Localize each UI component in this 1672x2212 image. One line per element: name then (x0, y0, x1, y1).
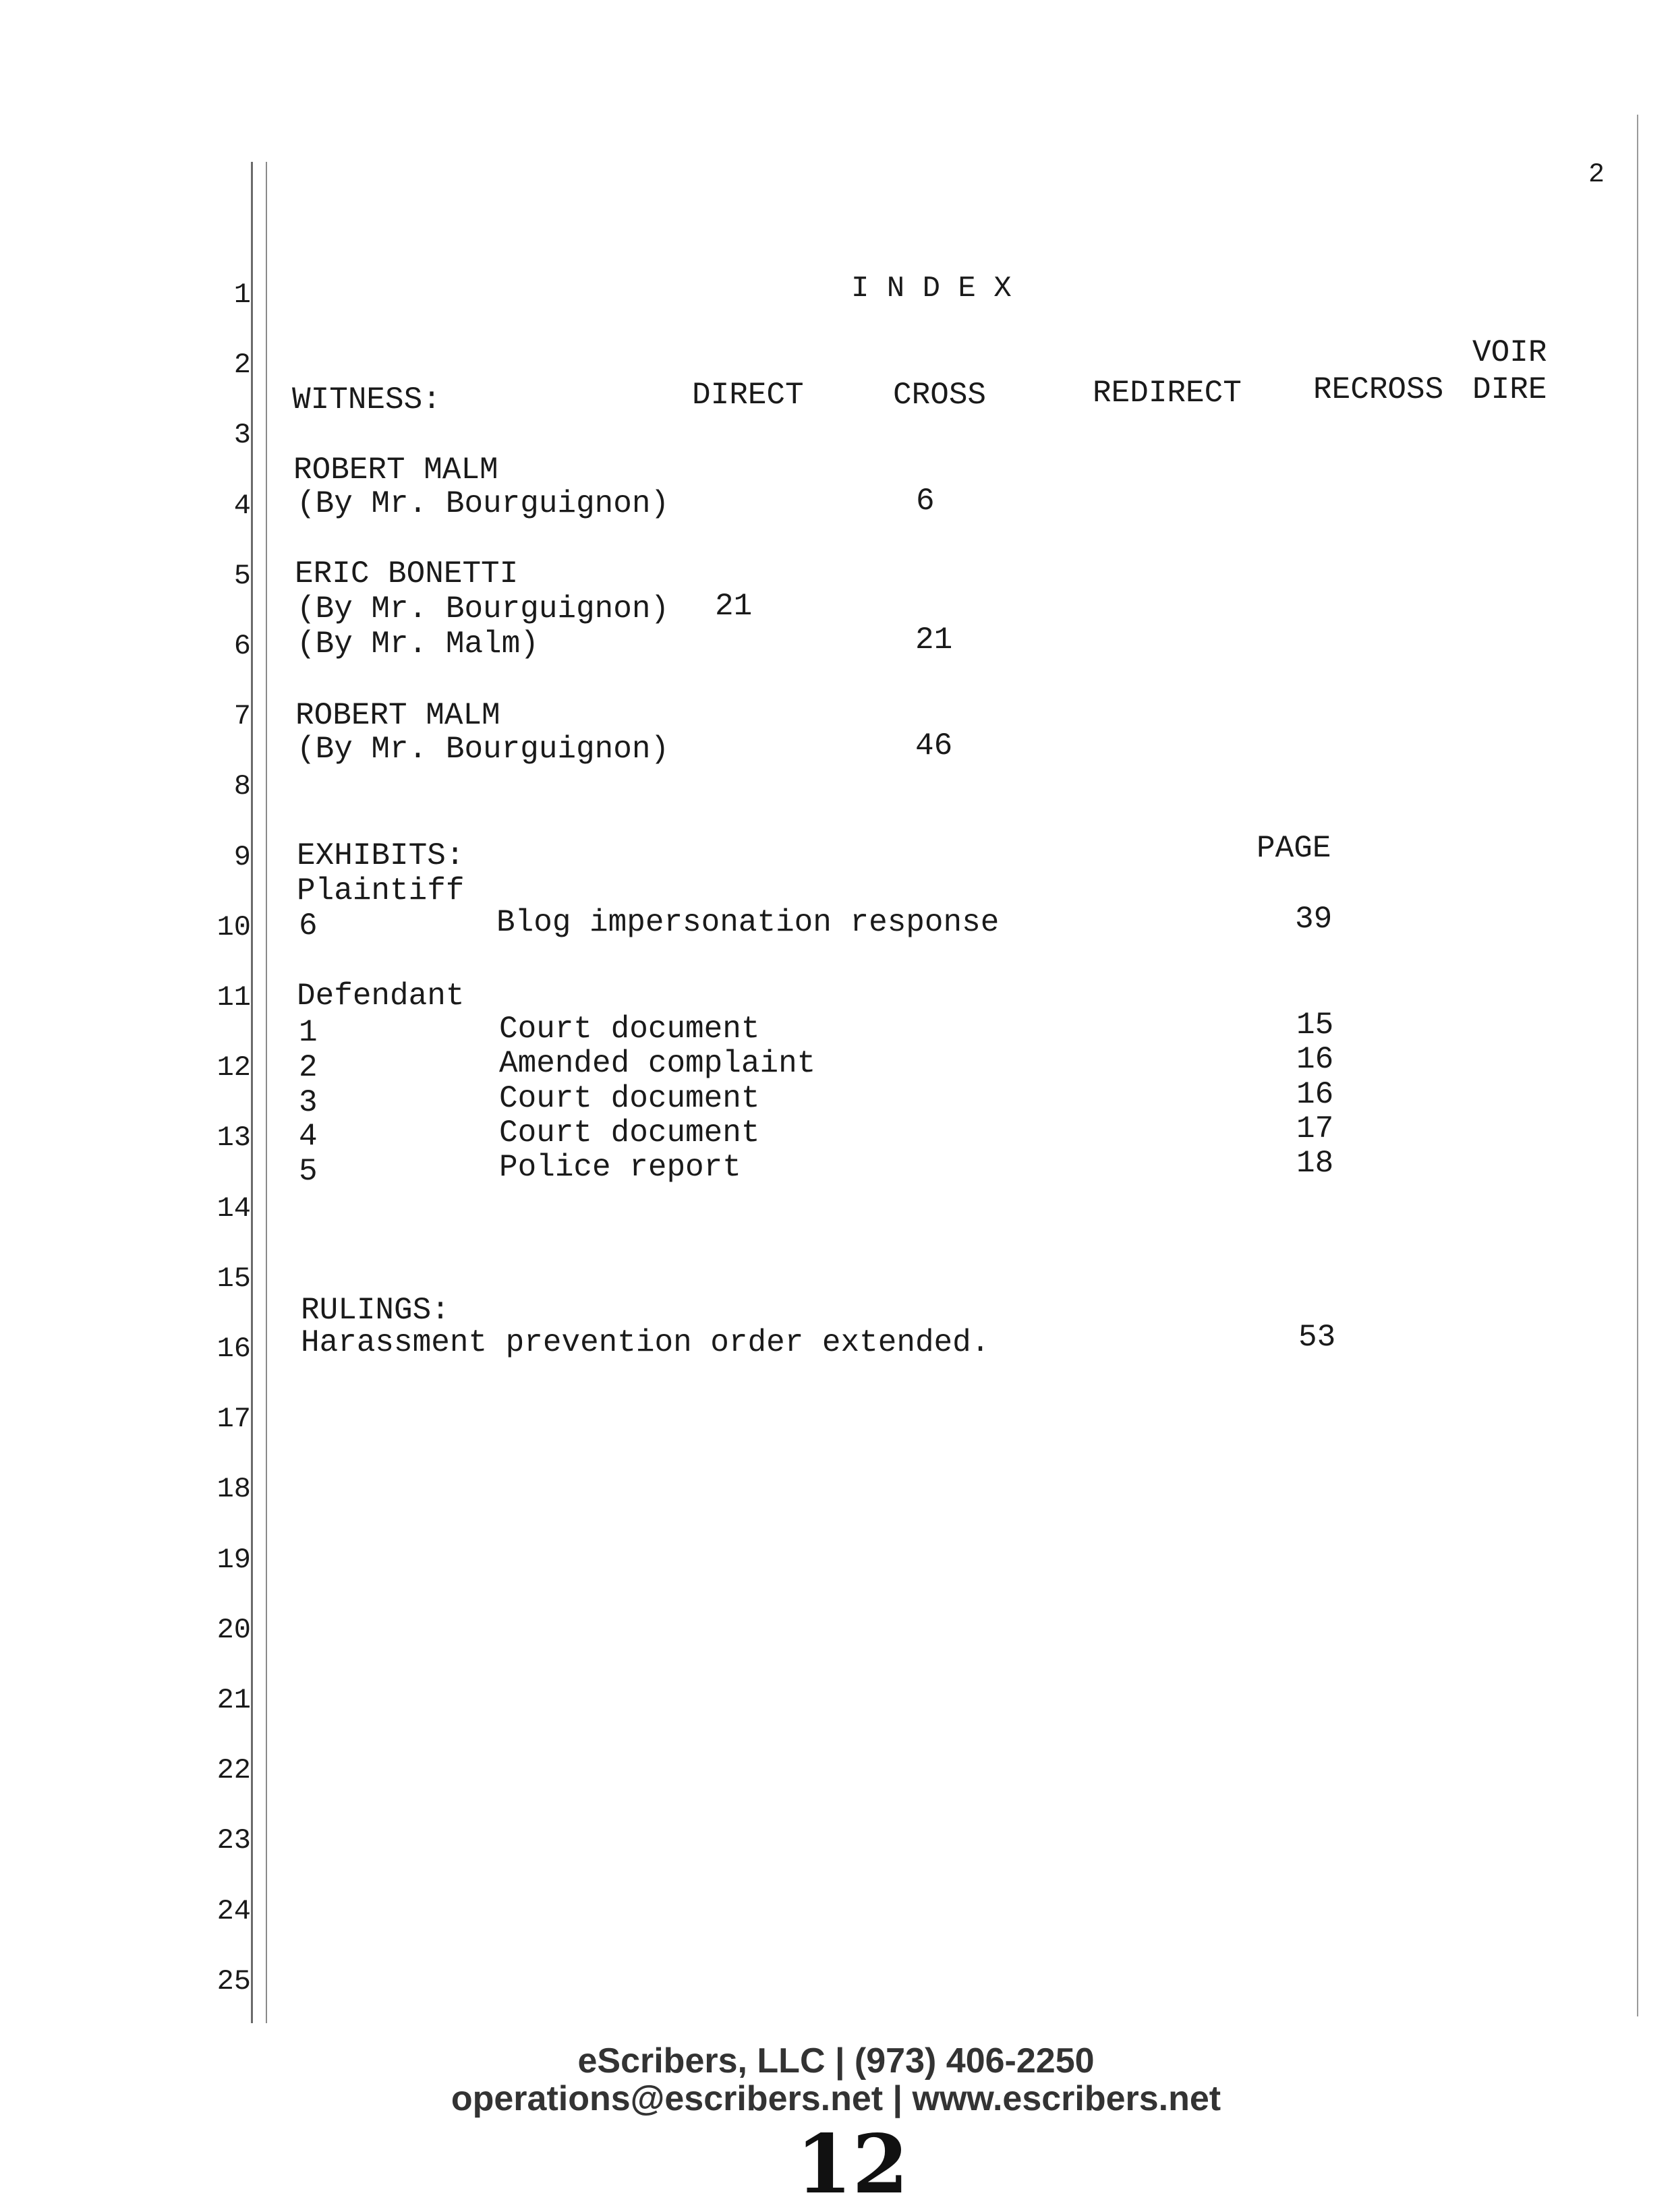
witness-name: ROBERT MALM (293, 453, 498, 488)
page-column-header: PAGE (1257, 831, 1331, 866)
ruling-description: Harassment prevention order extended. (301, 1325, 990, 1360)
footer-contact-line: operations@escribers.net | www.escribers.net (451, 2079, 1221, 2118)
exhibit-page: 39 (1295, 902, 1333, 937)
left-margin-rule-inner (266, 162, 267, 2023)
rulings-header: RULINGS: (301, 1293, 450, 1328)
line-number: 10 (217, 911, 251, 943)
voir-header-bottom: DIRE (1472, 372, 1547, 407)
line-number: 3 (233, 419, 251, 451)
exhibits-header: EXHIBITS: (297, 838, 465, 873)
cross-header: CROSS (893, 378, 987, 413)
line-number: 19 (217, 1544, 251, 1576)
exhibit-number: 1 (299, 1015, 318, 1050)
plaintiff-label: Plaintiff (297, 873, 465, 908)
line-number: 13 (217, 1122, 251, 1154)
witness-header: WITNESS: (292, 382, 441, 417)
witness-name: ROBERT MALM (295, 698, 500, 733)
line-number: 21 (217, 1684, 251, 1716)
exhibit-description: Police report (499, 1150, 741, 1185)
defendant-label: Defendant (297, 979, 465, 1014)
line-number: 20 (217, 1614, 251, 1646)
line-number: 5 (233, 560, 251, 592)
exhibit-description: Court document (499, 1115, 760, 1151)
exhibit-description: Court document (499, 1012, 760, 1047)
witness-examiner: (By Mr. Malm) (297, 627, 539, 662)
line-number: 18 (217, 1473, 251, 1505)
direct-page: 21 (715, 589, 753, 624)
cross-page: 21 (915, 622, 953, 658)
line-number: 16 (217, 1333, 251, 1365)
line-number: 8 (233, 770, 251, 803)
exhibit-page: 18 (1296, 1146, 1334, 1181)
exhibit-number: 4 (299, 1119, 318, 1154)
recross-header: RECROSS (1313, 372, 1444, 407)
witness-examiner: (By Mr. Bourguignon) (297, 486, 670, 521)
direct-header: DIRECT (692, 378, 804, 413)
exhibit-page: 15 (1296, 1008, 1334, 1043)
witness-examiner: (By Mr. Bourguignon) (297, 591, 670, 627)
exhibit-description: Blog impersonation response (496, 905, 1000, 940)
line-number: 9 (233, 841, 251, 873)
line-number: 14 (217, 1192, 251, 1225)
cross-page: 46 (915, 728, 953, 763)
ruling-page: 53 (1298, 1320, 1336, 1355)
exhibit-page: 16 (1296, 1077, 1334, 1112)
footer-company-line: eScribers, LLC | (973) 406-2250 (577, 2041, 1095, 2080)
line-number: 6 (233, 630, 251, 662)
index-title: I N D E X (851, 272, 1012, 305)
cross-page: 6 (916, 484, 935, 519)
right-margin-rule (1637, 115, 1638, 2016)
line-number: 23 (217, 1824, 251, 1857)
voir-header-top: VOIR (1472, 335, 1547, 370)
exhibit-page: 17 (1296, 1111, 1334, 1146)
line-number: 7 (233, 700, 251, 732)
line-number: 11 (217, 981, 251, 1014)
left-margin-rule (251, 162, 253, 2023)
exhibit-number: 3 (299, 1085, 318, 1120)
witness-name: ERIC BONETTI (295, 556, 519, 591)
redirect-header: REDIRECT (1093, 376, 1242, 411)
exhibit-number: 6 (299, 908, 318, 943)
handwritten-page-mark: 12 (796, 2117, 909, 2212)
line-number: 2 (233, 349, 251, 381)
witness-examiner: (By Mr. Bourguignon) (297, 732, 670, 767)
line-number: 17 (217, 1403, 251, 1435)
line-number: 1 (233, 279, 251, 311)
line-number: 12 (217, 1051, 251, 1084)
exhibit-number: 2 (299, 1050, 318, 1085)
exhibit-number: 5 (299, 1154, 318, 1189)
exhibit-page: 16 (1296, 1042, 1334, 1077)
exhibit-description: Amended complaint (499, 1046, 816, 1081)
exhibit-description: Court document (499, 1081, 760, 1116)
line-number: 25 (217, 1965, 251, 1998)
line-number: 22 (217, 1754, 251, 1786)
line-number: 4 (233, 490, 251, 522)
line-number: 24 (217, 1895, 251, 1927)
page-number: 2 (1588, 160, 1605, 190)
line-number: 15 (217, 1262, 251, 1295)
